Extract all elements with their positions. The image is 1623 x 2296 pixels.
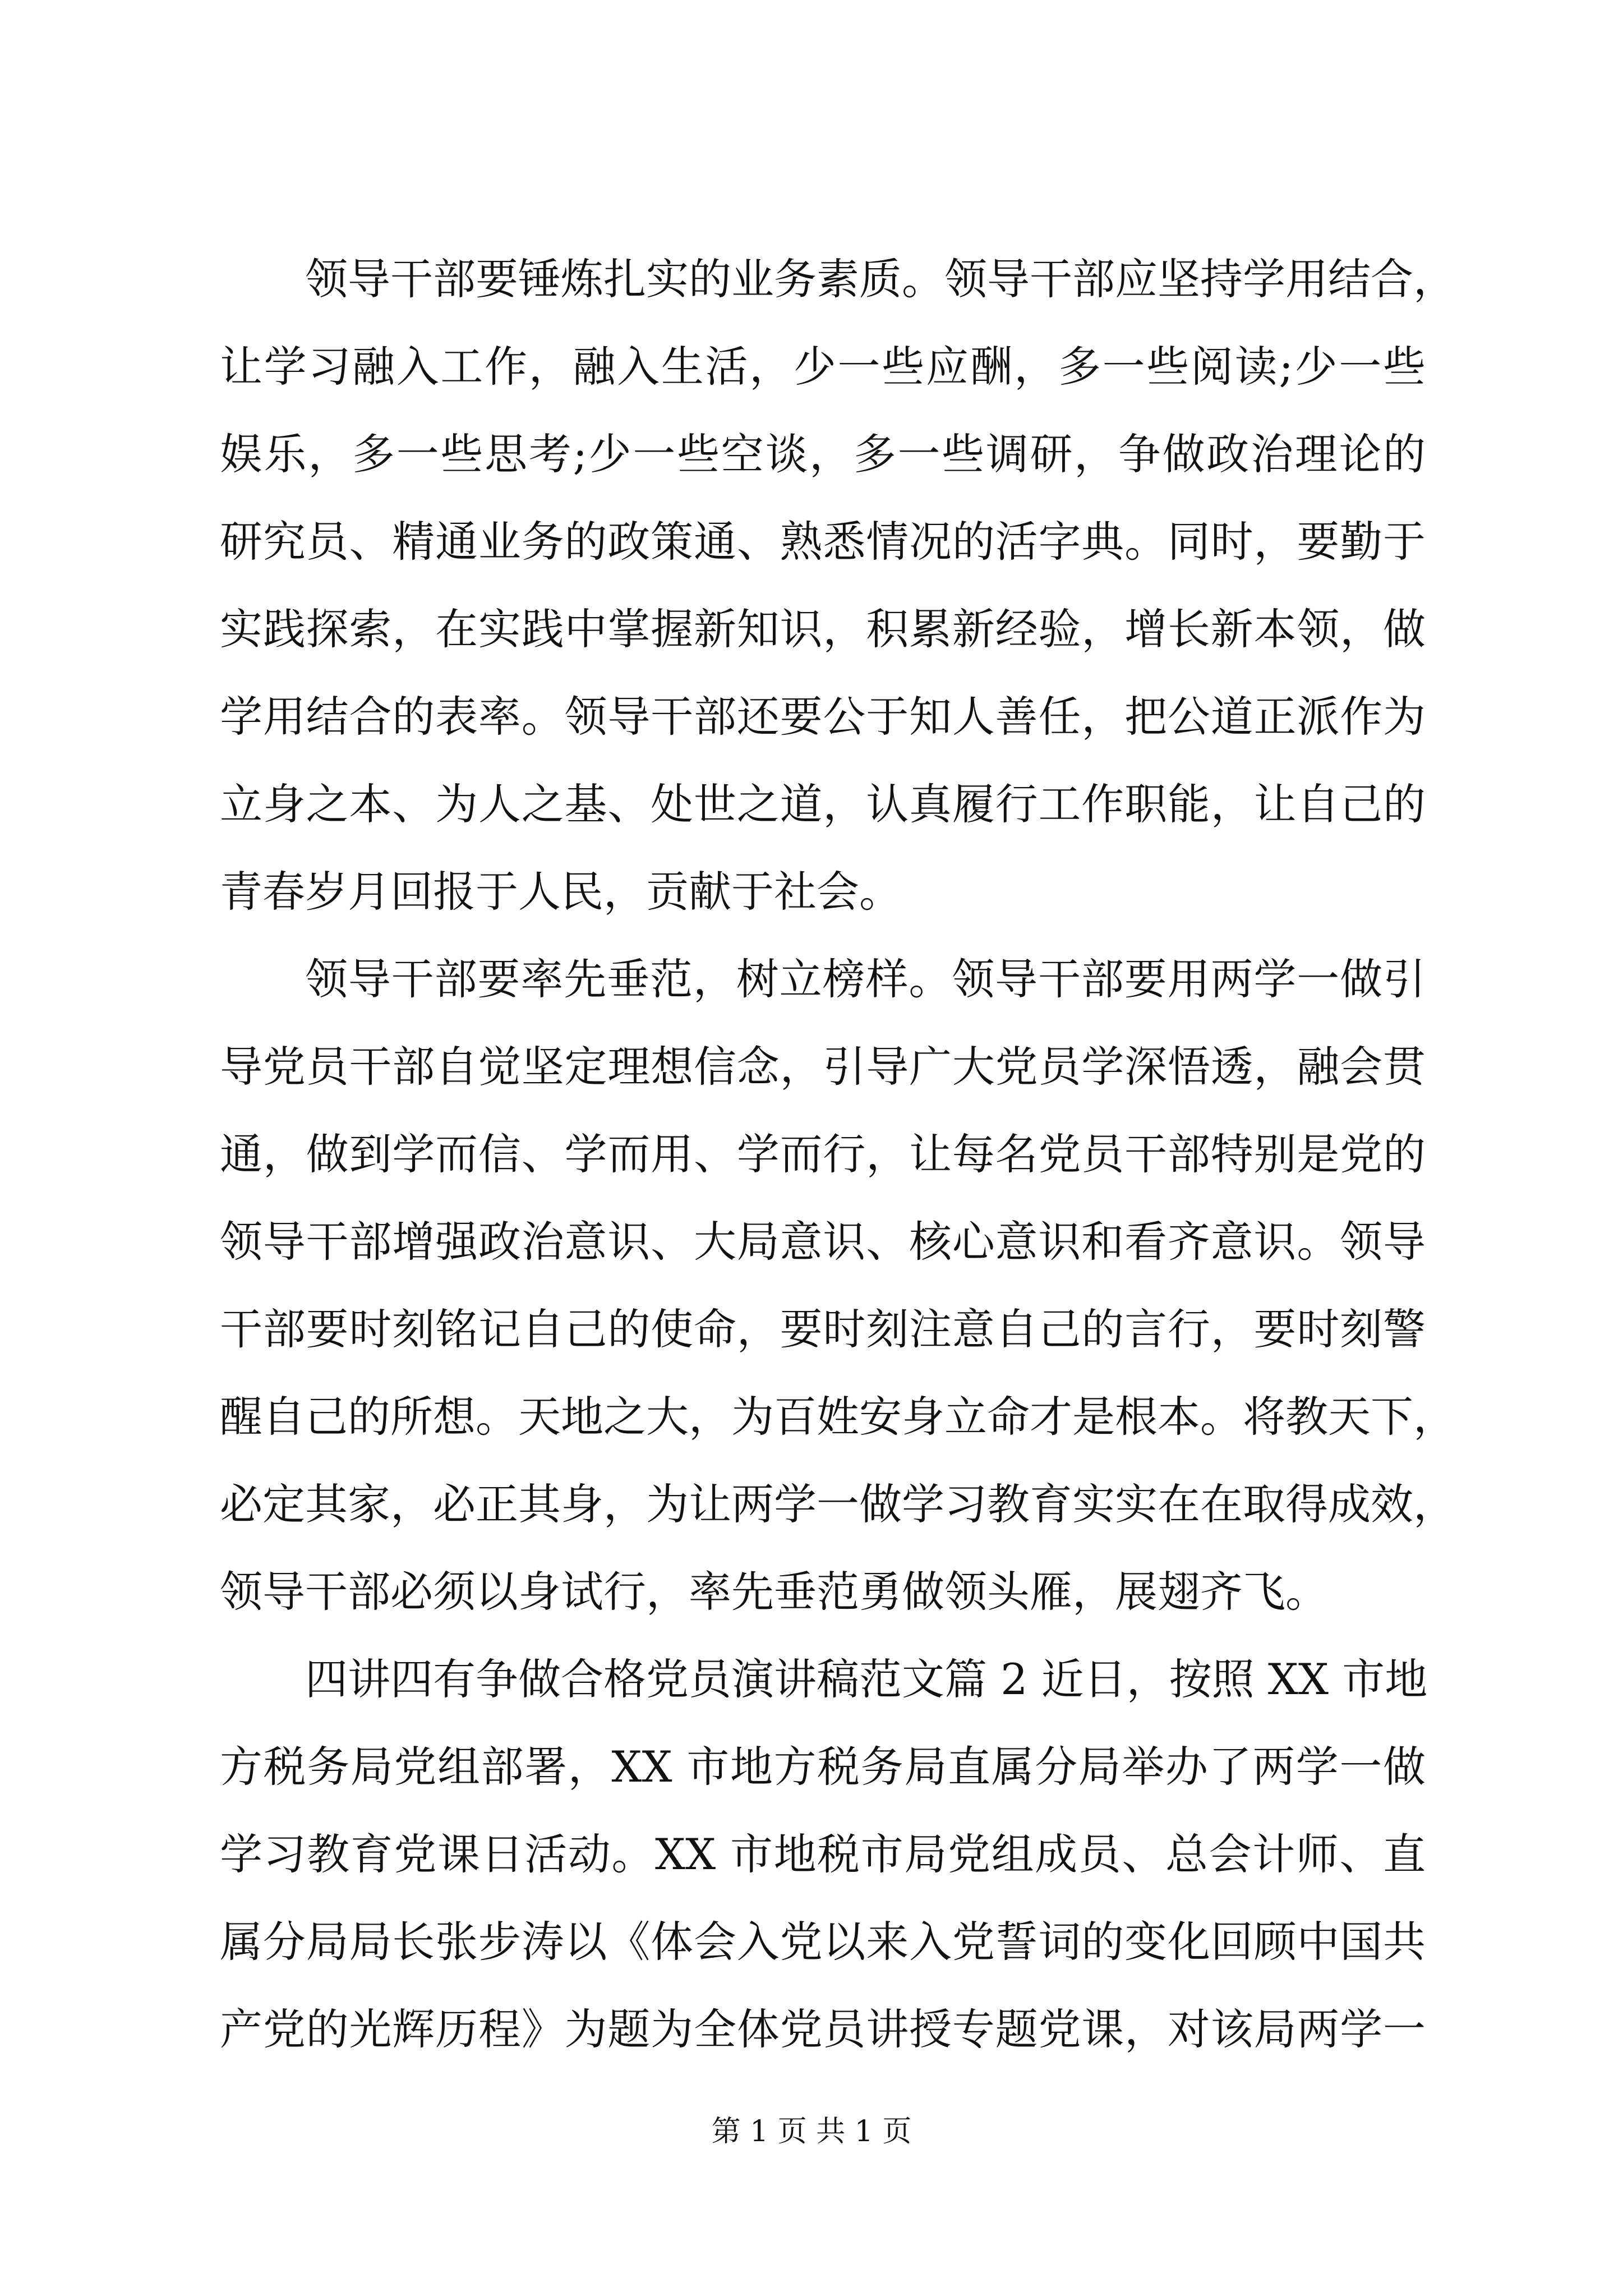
paragraph-2-line-7: 必定其家，必正其身，为让两学一做学习教育实实在在取得成效，: [220, 1479, 1456, 1529]
paragraph-1-line-4: 研究员、精通业务的政策通、熟悉情况的活字典。同时，要勤于: [220, 517, 1426, 567]
paragraph-3-line-4: 属分局局长张步涛以《体会入党以来入党誓词的变化回顾中国共: [220, 1917, 1426, 1967]
paragraph-2-line-3: 通，做到学而信、学而用、学而行，让每名党员干部特别是党的: [220, 1129, 1426, 1179]
paragraph-3-line-5: 产党的光辉历程》为题为全体党员讲授专题党课，对该局两学一: [220, 2004, 1426, 2054]
paragraph-1-line-3: 娱乐，多一些思考;少一些空谈，多一些调研，争做政治理论的: [220, 429, 1426, 479]
paragraph-2-line-6: 醒自己的所想。天地之大，为百姓安身立命才是根本。将教天下，: [220, 1392, 1456, 1442]
paragraph-2-line-5: 干部要时刻铭记自己的使命，要时刻注意自己的言行，要时刻警: [220, 1304, 1426, 1354]
document-body: [220, 236, 1456, 2073]
page-footer: 第 1 页 共 1 页: [711, 2115, 912, 2148]
paragraph-1-line-7: 立身之本、为人之基、处世之道，认真履行工作职能，让自己的: [220, 779, 1426, 829]
paragraph-2-line-8: 领导干部必须以身试行，率先垂范勇做领头雁，展翅齐飞。: [220, 1567, 1328, 1617]
paragraph-2-line-4: 领导干部增强政治意识、大局意识、核心意识和看齐意识。领导: [220, 1217, 1426, 1267]
paragraph-1-line-5: 实践探索，在实践中掌握新知识，积累新经验，增长新本领，做: [220, 604, 1426, 654]
paragraph-1-line-8: 青春岁月回报于人民，贡献于社会。: [220, 867, 902, 917]
paragraph-1-line-2: 让学习融入工作，融入生活，少一些应酬，多一些阅读;少一些: [220, 342, 1426, 392]
paragraph-1-line-6: 学用结合的表率。领导干部还要公于知人善任，把公道正派作为: [220, 692, 1426, 742]
paragraph-3-line-3: 学习教育党课日活动。XX 市地税市局党组成员、总会计师、直: [220, 1829, 1426, 1879]
paragraph-2-line-1: 领导干部要率先垂范，树立榜样。领导干部要用两学一做引: [305, 954, 1426, 1004]
paragraph-2-line-2: 导党员干部自觉坚定理想信念，引导广大党员学深悟透，融会贯: [220, 1042, 1426, 1092]
paragraph-3-line-2: 方税务局党组部署，XX 市地方税务局直属分局举办了两学一做: [220, 1742, 1426, 1792]
paragraph-1-line-1: 领导干部要锤炼扎实的业务素质。领导干部应坚持学用结合，: [305, 254, 1456, 304]
paragraph-3-line-1: 四讲四有争做合格党员演讲稿范文篇 2 近日，按照 XX 市地: [305, 1654, 1428, 1704]
